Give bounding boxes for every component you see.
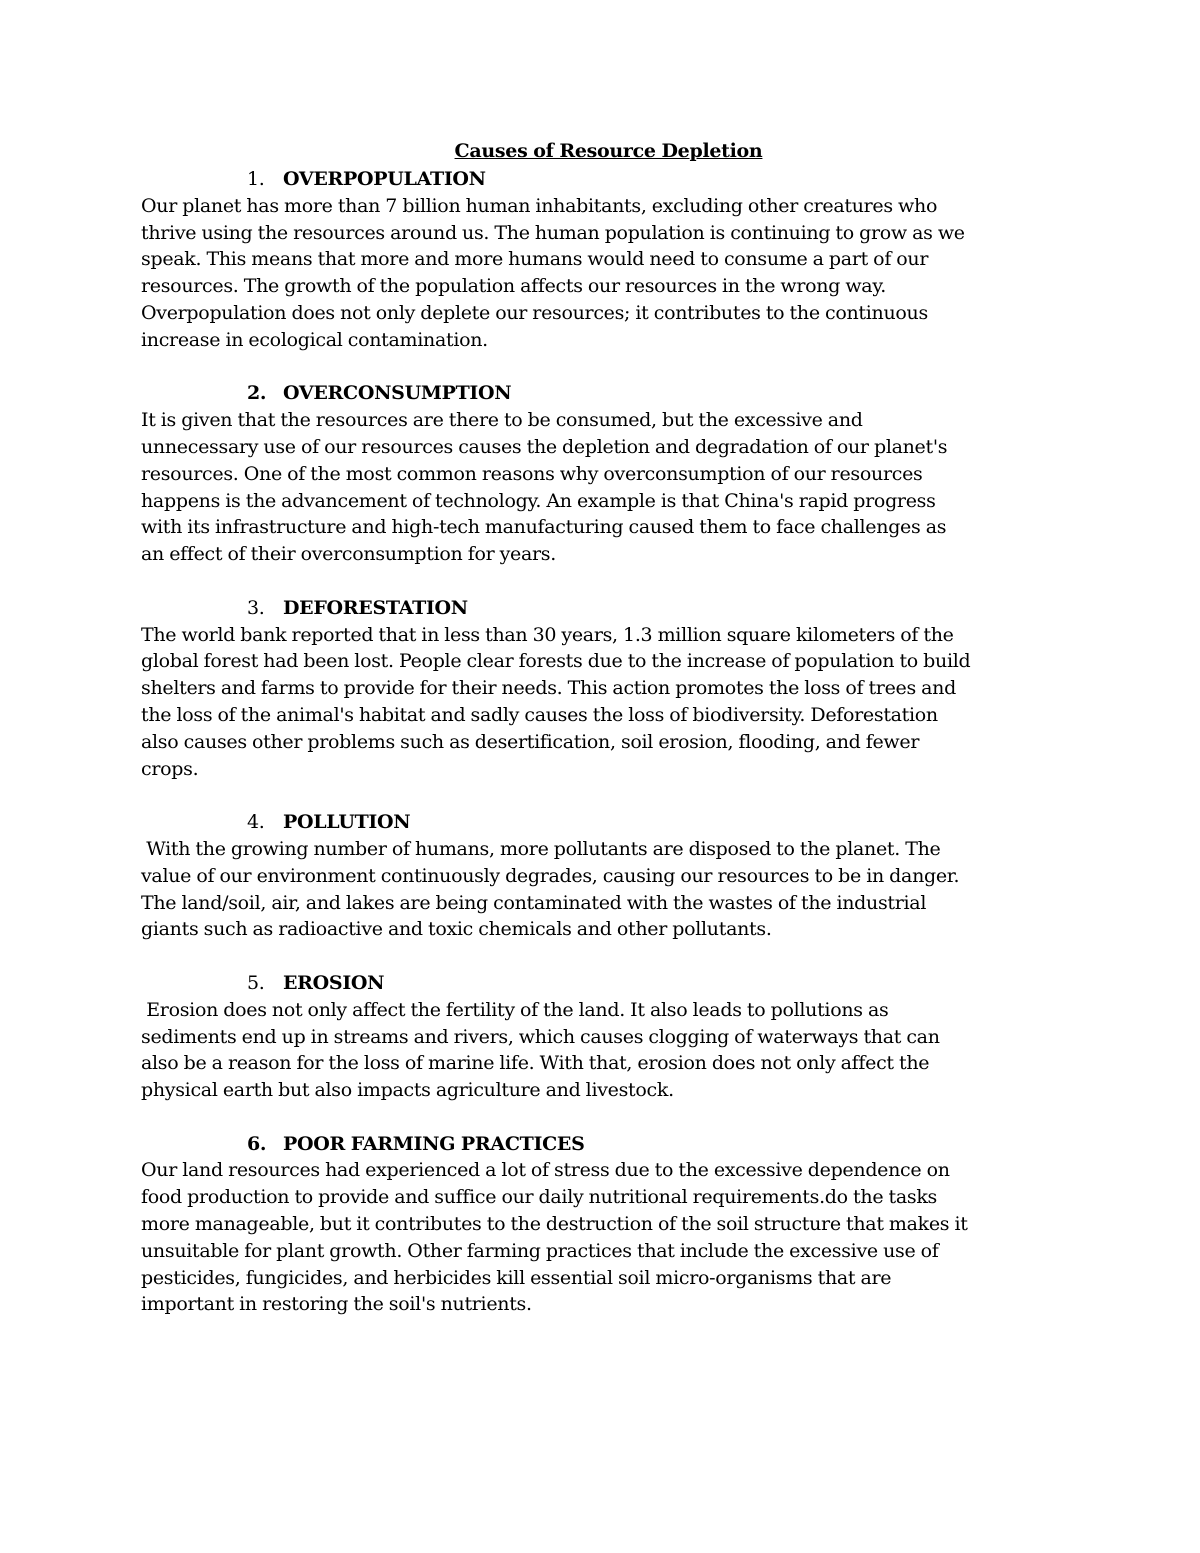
paragraph-line: resources. The growth of the population affects our resources in the wrong way. (141, 275, 886, 298)
sections-container (141, 166, 1076, 1318)
section-paragraph (141, 997, 1076, 1104)
paragraph-line: physical earth but also impacts agriculture and livestock. (141, 1079, 674, 1102)
section (141, 809, 1076, 943)
section-paragraph (141, 836, 1076, 943)
section-number: 6. (247, 1132, 267, 1155)
paragraph-line: Our planet has more than 7 billion human inhabitants, excluding other creatures who (141, 194, 938, 217)
paragraph-line: thrive using the resources around us. The human population is continuing to grow as we (141, 221, 965, 244)
paragraph-line: The world bank reported that in less than 30 years, 1.3 million square kilometers of the (141, 623, 954, 646)
paragraph-line: global forest had been lost. People clear forests due to the increase of population to build (141, 650, 971, 673)
section-heading (141, 1131, 1076, 1158)
section-number: 2. (247, 382, 267, 405)
paragraph-line: speak. This means that more and more humans would need to consume a part of our (141, 248, 929, 271)
section-heading-text: EROSION (283, 971, 385, 994)
paragraph-line: crops. (141, 757, 199, 780)
section-heading (141, 970, 1076, 997)
section-number: 5. (247, 971, 265, 994)
paragraph-line: increase in ecological contamination. (141, 328, 488, 351)
section-heading (141, 595, 1076, 622)
paragraph-line: sediments end up in streams and rivers, which causes clogging of waterways that can (141, 1025, 940, 1048)
paragraph-line: an effect of their overconsumption for years. (141, 543, 556, 566)
paragraph-line: Our land resources had experienced a lot of stress due to the excessive dependence on (141, 1159, 950, 1182)
paragraph-line: important in restoring the soil's nutrients. (141, 1293, 532, 1316)
paragraph-line: more manageable, but it contributes to the destruction of the soil structure that makes it (141, 1213, 968, 1236)
section-number: 1. (247, 168, 265, 190)
paragraph-line: the loss of the animal's habitat and sadly causes the loss of biodiversity. Deforestation (141, 703, 938, 726)
section-paragraph (141, 407, 1076, 568)
section-heading-text: DEFORESTATION (283, 596, 468, 619)
section (141, 166, 1076, 354)
paragraph-line: unnecessary use of our resources causes the depletion and degradation of our planet's (141, 435, 948, 458)
section-paragraph (141, 193, 1076, 354)
paragraph-line: It is given that the resources are there to be consumed, but the excessive and (141, 409, 863, 432)
paragraph-line: resources. One of the most common reasons why overconsumption of our resources (141, 462, 923, 485)
paragraph-line: Overpopulation does not only deplete our resources; it contributes to the continuous (141, 301, 928, 324)
section (141, 1131, 1076, 1319)
paragraph-line: happens is the advancement of technology. An example is that China's rapid progress (141, 489, 936, 512)
section-paragraph (141, 1157, 1076, 1318)
document-title: Causes of Resource Depletion (454, 140, 763, 162)
paragraph-line: value of our environment continuously degrades, causing our resources to be in danger. (141, 864, 960, 887)
paragraph-line: pesticides, fungicides, and herbicides kill essential soil micro-organisms that are (141, 1266, 892, 1289)
section (141, 380, 1076, 568)
document-body (141, 138, 1076, 1318)
paragraph-line: also causes other problems such as desertification, soil erosion, flooding, and fewer (141, 730, 920, 753)
paragraph-line: With the growing number of humans, more pollutants are disposed to the planet. The (141, 837, 941, 860)
paragraph-line: also be a reason for the loss of marine life. With that, erosion does not only affect the (141, 1052, 930, 1075)
paragraph-line: Erosion does not only affect the fertility of the land. It also leads to pollutions as (141, 998, 889, 1021)
paragraph-line: with its infrastructure and high-tech manufacturing caused them to face challenges as (141, 516, 947, 539)
section-heading (141, 380, 1076, 407)
section-heading-text: OVERPOPULATION (283, 168, 486, 190)
section-number: 4. (247, 811, 265, 834)
section-heading-text: OVERCONSUMPTION (283, 382, 512, 405)
paragraph-line: unsuitable for plant growth. Other farming practices that include the excessive use of (141, 1239, 939, 1262)
section-paragraph (141, 622, 1076, 783)
section (141, 595, 1076, 783)
paragraph-line: shelters and farms to provide for their needs. This action promotes the loss of trees and (141, 677, 956, 700)
section (141, 970, 1076, 1104)
section-heading (141, 809, 1076, 836)
section-heading (141, 166, 1076, 193)
paragraph-line: The land/soil, air, and lakes are being contaminated with the wastes of the industrial (141, 891, 927, 914)
section-number: 3. (247, 596, 265, 619)
section-heading-text: POOR FARMING PRACTICES (283, 1132, 585, 1155)
section-heading-text: POLLUTION (283, 811, 411, 834)
paragraph-line: food production to provide and suffice our daily nutritional requirements.do the tasks (141, 1186, 937, 1209)
paragraph-line: giants such as radioactive and toxic chemicals and other pollutants. (141, 918, 772, 941)
